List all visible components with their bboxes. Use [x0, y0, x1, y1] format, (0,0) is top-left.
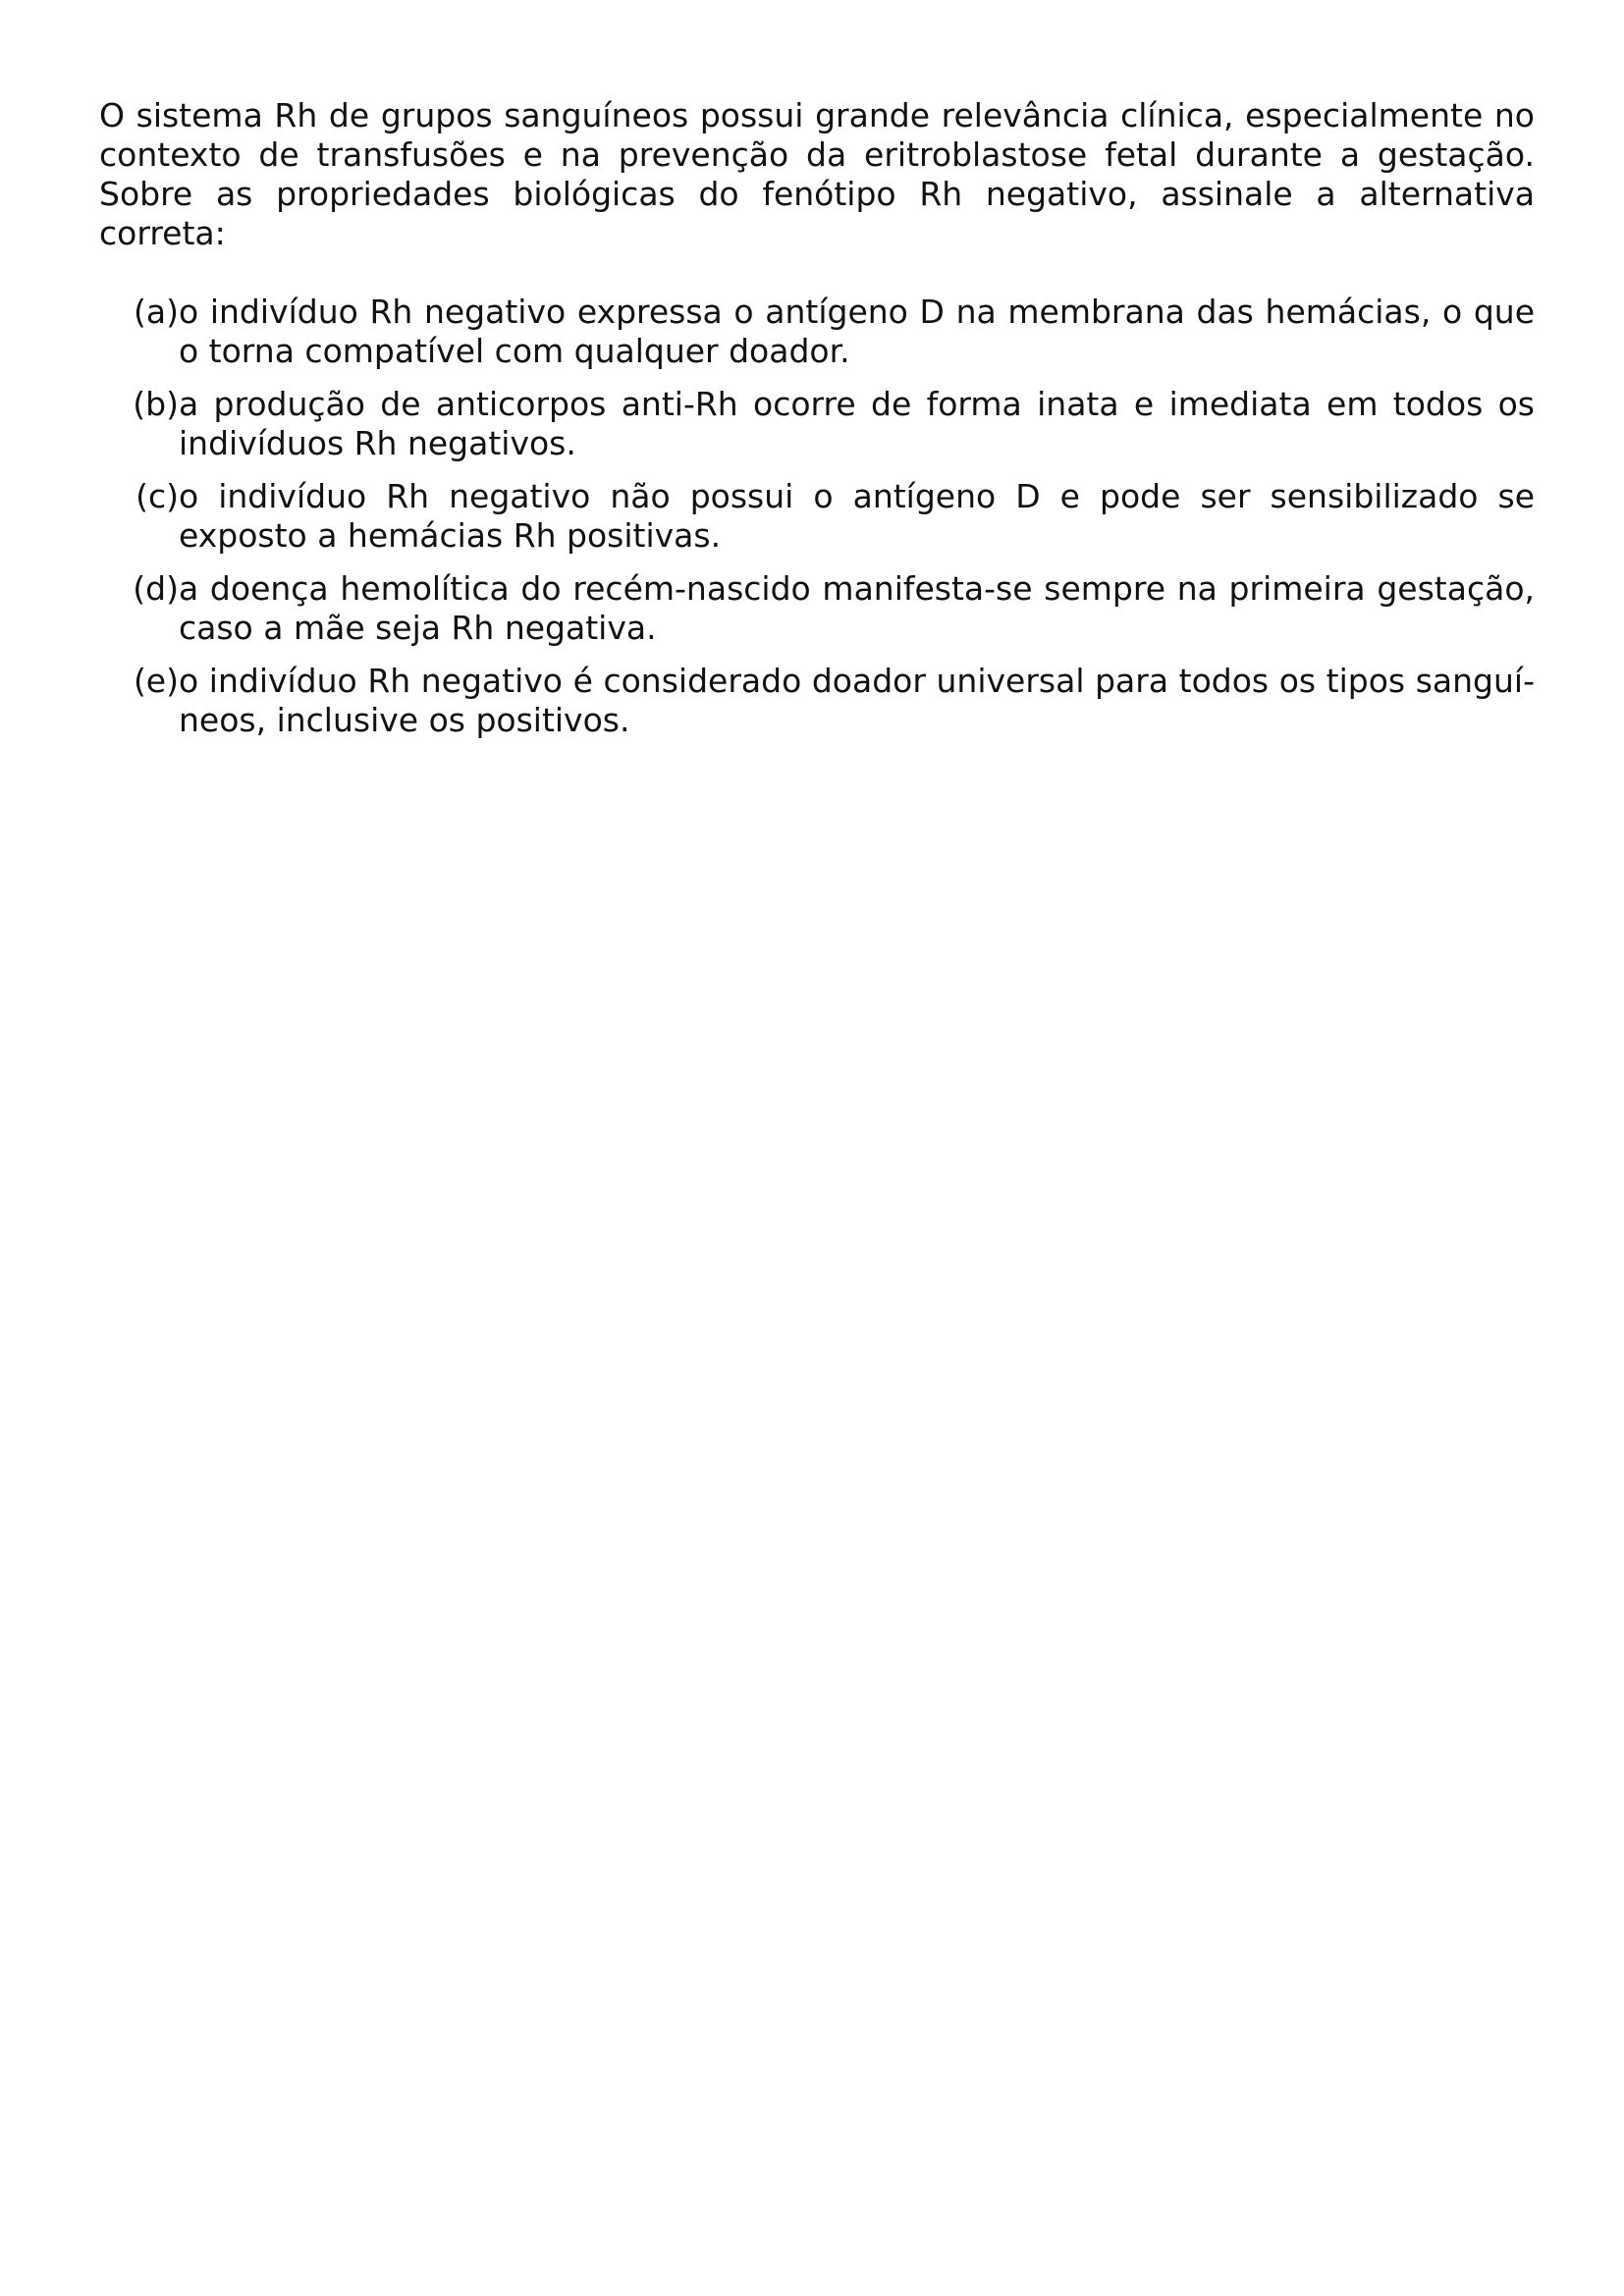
option-text: a produção de anticorpos anti-Rh ocorre de forma inata e imediata em todos os indivíduos Rh negativos.: [179, 385, 1535, 462]
answer-options-list: [99, 293, 1535, 740]
answer-option-a: [99, 293, 1535, 371]
answer-option-b: [99, 385, 1535, 463]
document-page: [99, 96, 1535, 754]
option-letter: (a): [134, 293, 179, 331]
option-text: o indivíduo Rh negativo expressa o antígeno D na membrana das hemácias, o que o torna compatível com qualquer doador.: [179, 293, 1535, 370]
answer-option-e: [99, 662, 1535, 740]
answer-option-d: [99, 569, 1535, 648]
option-letter: (e): [133, 662, 179, 700]
option-letter: (d): [133, 569, 179, 608]
option-letter: (c): [135, 477, 179, 515]
option-letter: (b): [133, 385, 179, 423]
option-text: o indivíduo Rh negativo é considerado doador universal para todos os tipos sanguíneos, inclusive os positivos.: [179, 662, 1535, 739]
answer-option-c: [99, 477, 1535, 556]
option-text: a doença hemolítica do recém-nascido manifesta-se sempre na primeira gestação, caso a mãe seja Rh negativa.: [179, 569, 1535, 647]
option-text: o indivíduo Rh negativo não possui o antígeno D e pode ser sensibilizado se exposto a hemácias Rh positivas.: [179, 477, 1535, 555]
question-stem: O sistema Rh de grupos sanguíneos possui grande relevância clínica, especialmente no contexto de transfusões e na prevenção da eritroblastose fetal durante a gestação. Sobre as propriedades biológicas do fenótipo Rh negativo, assinale a alternativa correta:: [99, 96, 1535, 252]
